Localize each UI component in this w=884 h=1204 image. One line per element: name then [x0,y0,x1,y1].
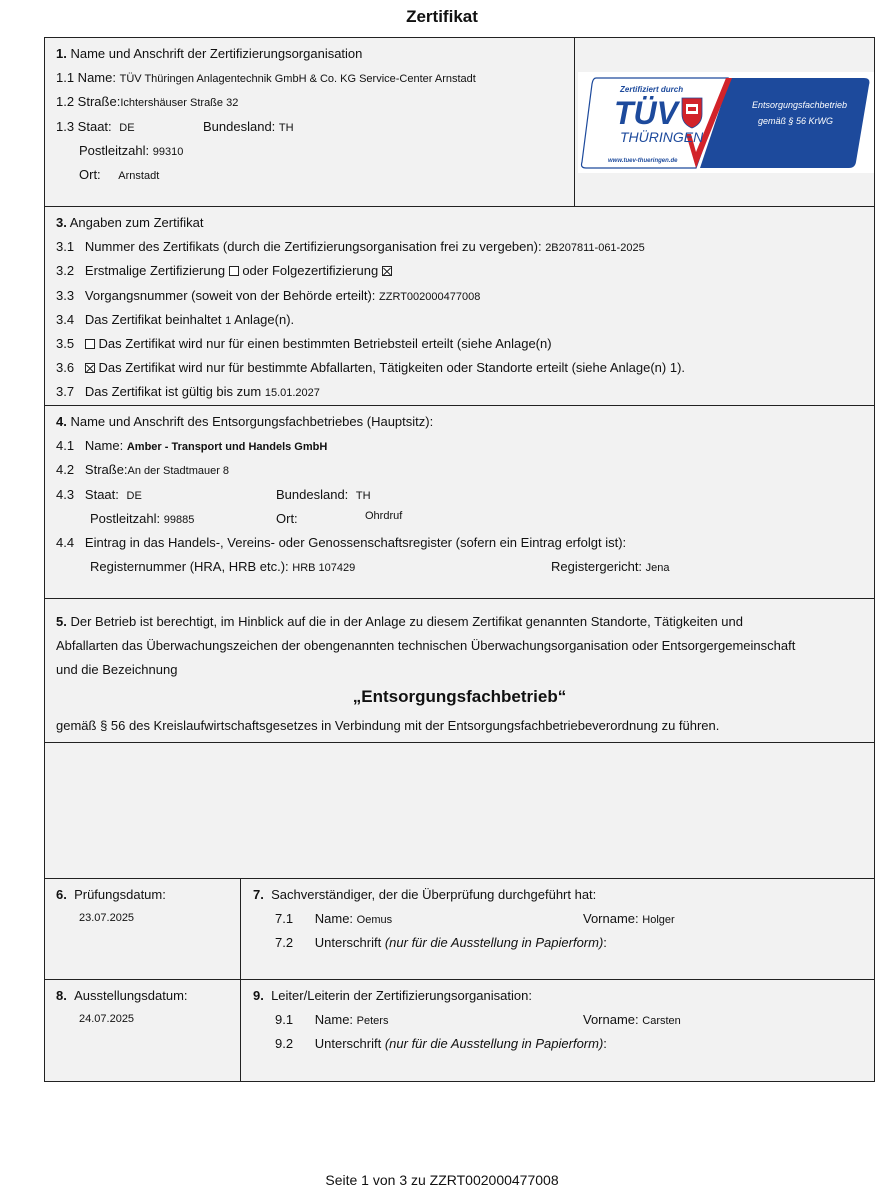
org-bundesland-row: Bundesland: TH [203,119,294,134]
issue-date-label: 8. Ausstellungsdatum: [56,988,188,1003]
document-title: Zertifikat [406,7,478,26]
company-name: Amber - Transport und Handels GmbH [126,441,328,453]
section8-divider [240,980,241,1081]
section1-heading: 1. Name und Anschrift der Zertifizierungsorganisation [56,46,363,61]
company-plz-row: Postleitzahl: 99885 [90,511,195,526]
section-certificate-details [44,206,875,406]
head-signature-row: 9.2 Unterschrift (nur für die Ausstellung in Papierform): [275,1036,607,1051]
follow-up-certification-checkbox[interactable] [382,266,392,276]
company-ort-row: Ort: [276,511,298,526]
item-3-5: 3.5 Das Zertifikat wird nur für einen bestimmten Betriebsteil erteilt (siehe Anlage(n) [56,336,552,351]
section5-line3: und die Bezeichnung [56,662,178,677]
company-bundesland-row: Bundesland: TH [276,487,371,502]
section6-divider [240,879,241,979]
org-plz-row: Postleitzahl: 99310 [79,143,184,158]
register-court-row: Registergericht: Jena [551,559,670,574]
issue-date: 24.07.2025 [79,1013,135,1025]
org-street-value: Ichtershäuser Straße 32 [120,97,239,109]
head-name-row: 9.1 Name: Peters [275,1012,389,1027]
section-certification-organisation [44,37,875,207]
company-street-row: 4.2 Straße:An der Stadtmauer 8 [56,462,230,477]
item-3-4: 3.4 Das Zertifikat beinhaltet 1 Anlage(n). [56,312,295,327]
section-authorization [44,598,875,743]
register-number-row: Registernummer (HRA, HRB etc.): HRB 107429 [90,559,356,574]
org-ort-row: Ort: Arnstadt [79,167,160,182]
item-3-2: 3.2 Erstmalige Zertifizierung oder Folgezertifizierung [56,263,392,278]
item-3-7: 3.7 Das Zertifikat ist gültig bis zum 15.01.2027 [56,384,320,399]
blank-area [44,742,875,879]
org-name-row: 1.1 Name: TÜV Thüringen Anlagentechnik GmbH & Co. KG Service-Center Arnstadt [56,70,476,85]
expert-heading: 7. Sachverständiger, der die Überprüfung durchgeführt hat: [253,887,597,902]
company-name-row: 4.1 Name: Amber - Transport und Handels GmbH [56,438,328,453]
section4-heading: 4. Name und Anschrift des Entsorgungsfachbetriebes (Hauptsitz): [56,414,434,429]
expert-signature-row: 7.2 Unterschrift (nur für die Ausstellung in Papierform): [275,935,607,950]
org-street-row: 1.2 Straße:Ichtershäuser Straße 32 [56,94,239,109]
section-inspection [44,878,875,980]
logo-line1: Entsorgungsfachbetrieb [752,100,848,110]
procedure-number: ZZRT002000477008 [379,291,481,303]
expert-firstname: Holger [642,914,675,926]
expert-firstname-row: Vorname: Holger [583,911,675,926]
section-company [44,405,875,599]
section5-line2: Abfallarten das Überwachungszeichen der obengenannten technischen Überwachungsorganisation oder Entsorgergemeinschaft [56,638,796,653]
head-firstname: Carsten [642,1015,681,1027]
section5-line1: 5. Der Betrieb ist berechtigt, im Hinblick auf die in der Anlage zu diesem Zertifikat genannten Standorte, Tätigkeiten und [56,614,743,629]
company-ort-value: Ohrdruf [365,510,403,522]
company-state-row: 4.3 Staat: DE [56,487,142,502]
valid-until: 15.01.2027 [264,387,320,399]
section1-divider [574,38,575,206]
initial-certification-checkbox[interactable] [229,266,239,276]
section5-line4: gemäß § 56 des Kreislaufwirtschaftsgesetzes in Verbindung mit der Entsorgungsfachbetriebeverordnung zu führen. [56,718,720,733]
coat-of-arms-icon [682,98,702,128]
inspection-date: 23.07.2025 [79,912,135,924]
item-3-3: 3.3 Vorgangsnummer (soweit von der Behörde erteilt): ZZRT002000477008 [56,288,481,303]
logo-line2: gemäß § 56 KrWG [758,116,834,126]
register-row: 4.4 Eintrag in das Handels-, Vereins- oder Genossenschaftsregister (sofern ein Eintrag erfolgt ist): [56,535,627,550]
abfallarten-checkbox[interactable] [85,363,95,373]
designation: „Entsorgungsfachbetrieb“ [352,687,567,706]
item-3-1: 3.1 Nummer des Zertifikats (durch die Zertifizierungsorganisation frei zu vergeben): 2B207811-061-2025 [56,239,645,254]
tuev-logo [578,72,874,173]
betriebsteil-checkbox[interactable] [85,339,95,349]
head-name: Peters [356,1015,389,1027]
expert-name: Oemus [356,914,393,926]
head-firstname-row: Vorname: Carsten [583,1012,681,1027]
section-issuance [44,979,875,1082]
head-heading: 9. Leiter/Leiterin der Zertifizierungsorganisation: [253,988,532,1003]
inspection-date-label: 6. Prüfungsdatum: [56,887,166,902]
tuev-certification-badge [578,72,874,173]
org-name-value: TÜV Thüringen Anlagentechnik GmbH & Co. KG Service-Center Arnstadt [119,73,476,85]
certificate-number: 2B207811-061-2025 [545,242,645,254]
expert-name-row: 7.1 Name: Oemus [275,911,393,926]
logo-top-text: Zertifiziert durch [620,85,684,94]
page-footer: Seite 1 von 3 zu ZZRT002000477008 [325,1172,559,1188]
org-state-row: 1.3 Staat: DE [56,119,135,134]
logo-brand: TÜV [614,95,678,131]
section3-heading: 3. Angaben zum Zertifikat [56,215,204,230]
logo-url: www.tuev-thueringen.de [608,158,678,164]
logo-region: THÜRINGEN [620,129,704,145]
item-3-6: 3.6 Das Zertifikat wird nur für bestimmte Abfallarten, Tätigkeiten oder Standorte erteilt (siehe Anlage(n) 1). [56,360,686,375]
